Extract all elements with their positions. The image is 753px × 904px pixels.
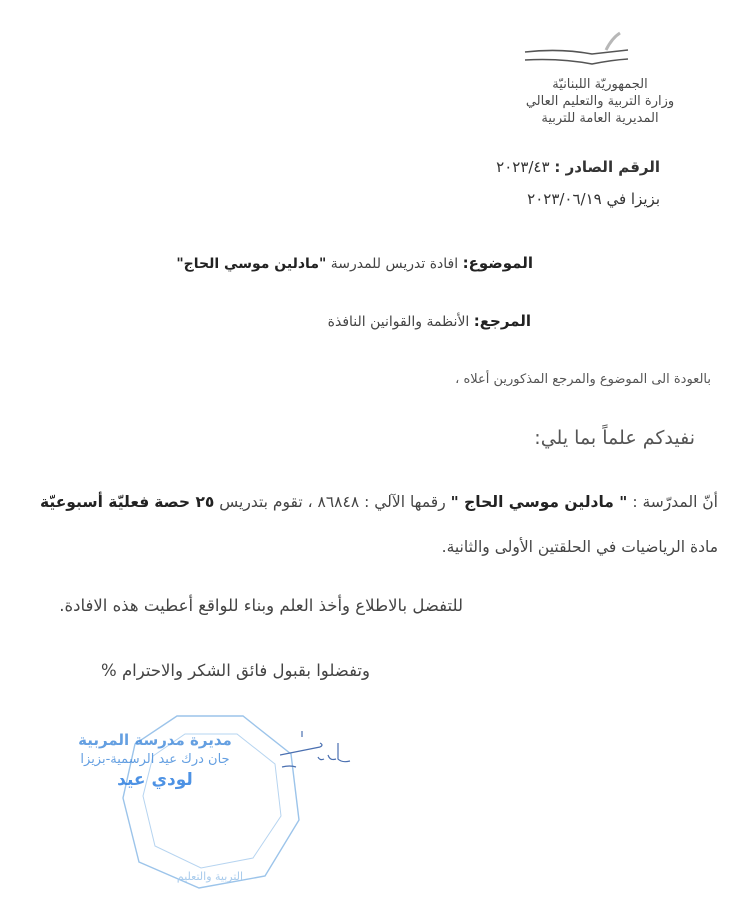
stamp-text — [55, 730, 255, 790]
signature — [280, 725, 360, 785]
subject-text: افادة تدريس للمدرسة — [330, 256, 459, 272]
open-book-icon — [520, 30, 630, 70]
stamp-line: مديرة مدرسة المربية — [78, 731, 232, 749]
letterhead — [500, 76, 700, 127]
stamp-line: جان درك عيد الرسمية-بزيزا — [80, 752, 230, 767]
subject — [176, 254, 533, 272]
body-text: أنّ المدرّسة : — [632, 493, 718, 511]
teaching-hours: ٢٥ حصة — [154, 493, 215, 511]
intro-text: بالعودة الى الموضوع والمرجع المذكورين أعلاه ، — [455, 372, 711, 387]
reference-number-value: ٢٠٢٣/٤٣ — [496, 158, 550, 176]
reference-number — [496, 158, 660, 176]
date-line: بزيزا في ٢٠٢٣/٠٦/١٩ — [527, 190, 660, 208]
body-line-2: مادة الرياضيات في الحلقتين الأولى والثانية. — [441, 538, 718, 556]
body-text-bold: فعليّة أسبوعيّة — [39, 493, 150, 511]
letterhead-line: المديرية العامة للتربية — [541, 111, 659, 126]
reference-label: المرجع: — [473, 312, 531, 330]
closing-line-2: وتفضلوا بقبول فائق الشكر والاحترام % — [101, 661, 370, 680]
reference-text: الأنظمة والقوانين النافذة — [327, 314, 470, 330]
body-line-1 — [40, 493, 718, 511]
svg-text:التربية والتعليم: التربية والتعليم — [176, 870, 244, 883]
closing-line-1: للتفضل بالاطلاع وأخذ العلم وبناء للواقع أعطيت هذه الافادة. — [59, 596, 463, 615]
teacher-name: " مادلين موسي الحاج " — [450, 493, 628, 511]
reference-number-label: الرقم الصادر : — [554, 158, 660, 176]
letterhead-line: الجمهوريّة اللبنانيّة — [552, 77, 648, 92]
body-text: رقمها الآلي : ٨٦٨٤٨ ، تقوم بتدريس — [219, 493, 446, 511]
subject-label: الموضوع: — [462, 254, 533, 272]
notify-text: نفيدكم علماً بما يلي: — [534, 427, 695, 449]
stamp-line: لودي عيد — [117, 770, 193, 790]
subject-name: "مادلين موسي الحاج" — [176, 256, 327, 272]
reference — [328, 312, 531, 330]
letterhead-line: وزارة التربية والتعليم العالي — [525, 94, 675, 109]
